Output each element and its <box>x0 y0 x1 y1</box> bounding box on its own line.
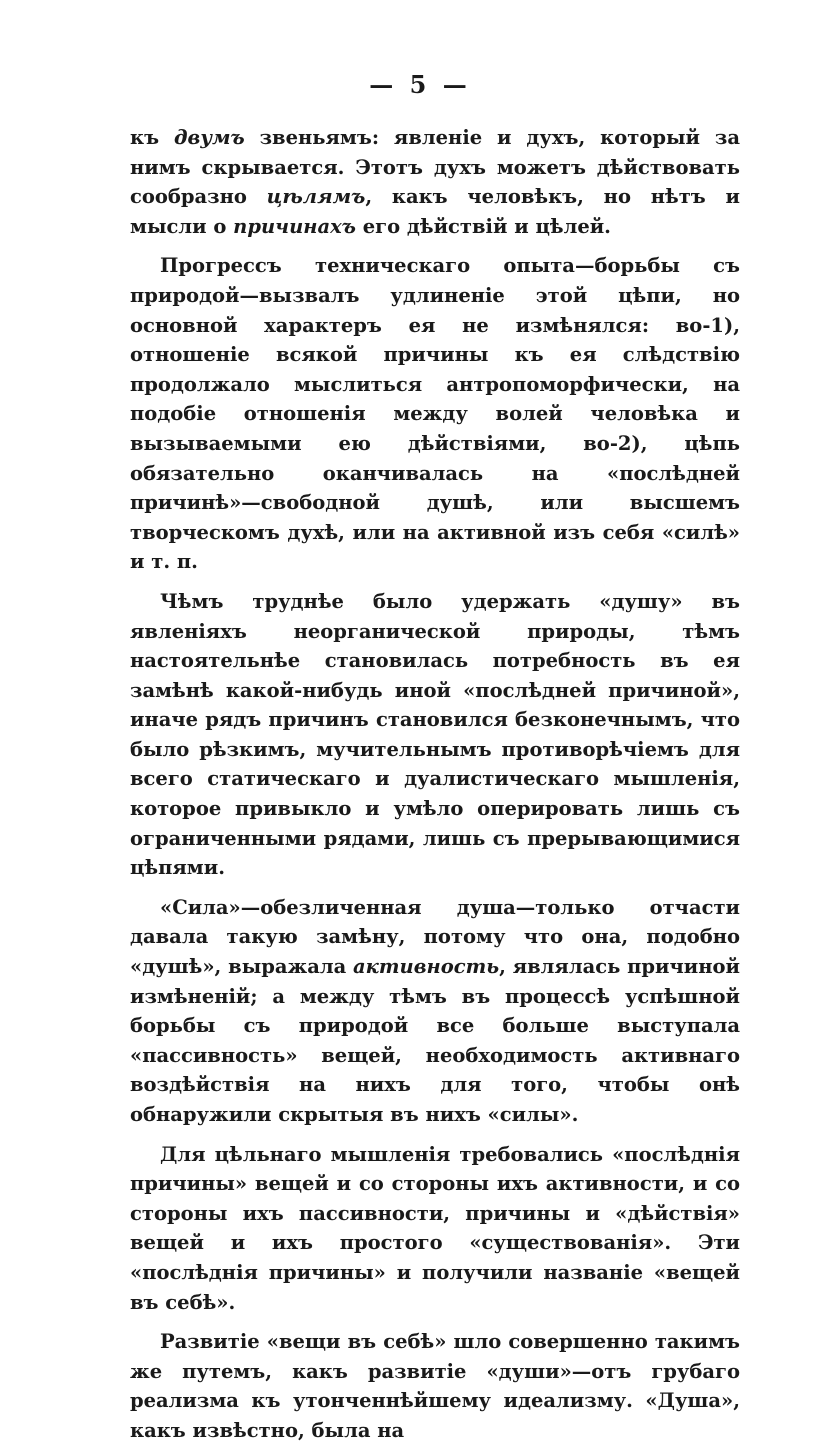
paragraph-1 <box>130 123 740 241</box>
text-run: къ <box>130 126 174 149</box>
text-run: «Сила»—обезличенная душа—только отчасти давала такую замѣну, потому что она, подобно «душѣ», выражала <box>130 895 740 979</box>
paragraph-5 <box>130 1140 740 1318</box>
italic-run: двумъ <box>173 126 245 149</box>
body-text <box>130 123 740 1456</box>
italic-run: причинахъ <box>233 214 356 238</box>
page-number: — 5 — <box>369 70 471 99</box>
text-run: Чѣмъ труднѣе было удержать «душу» въ явленіяхъ неорганической природы, тѣмъ настоятельнѣе становилась потребность въ ея замѣнѣ какой-нибудь иной «послѣдней причиной», иначе рядъ причинъ становился безконечнымъ, что было рѣзкимъ, мучительнымъ противорѣчіемъ для всего статическаго и дуалистическаго мышленія, которое привыкло и умѣло оперировать лишь съ ограниченными рядами, лишь съ прерывающимися цѣпями. <box>130 589 740 880</box>
text-run: Для цѣльнаго мышленія требовались «послѣднія причины» вещей и со стороны ихъ активности, и со стороны ихъ пассивности, причины и «дѣйствія» вещей и ихъ простого «существованія». Эти «послѣднія причины» и получили названіе «вещей въ себѣ». <box>130 1142 740 1314</box>
paragraph-6 <box>130 1327 740 1445</box>
text-run: , являлась причиной измѣненій; а между тѣмъ въ процессѣ успѣшной борьбы съ природой все больше выступала «пассивность» вещей, необходимость активнаго воздѣйствія на нихъ для того, чтобы онѣ обнаружили скрытыя въ нихъ «силы». <box>130 955 740 1126</box>
paragraph-4 <box>130 893 740 1130</box>
text-run: Развитіе «вещи въ себѣ» шло совершенно такимъ же путемъ, какъ развитіе «души»—отъ грубаго реализма къ утонченнѣйшему идеализму. «Душа», какъ извѣстно, была на <box>130 1330 740 1442</box>
text-run: звеньямъ: явленіе и духъ, который за нимъ скрывается. Этотъ духъ можетъ дѣйствовать сообразно <box>130 126 740 209</box>
text-run: , какъ человѣкъ, но нѣтъ и мысли о <box>130 185 740 238</box>
paragraph-2 <box>130 251 740 577</box>
text-run: его дѣйствій и цѣлей. <box>355 214 611 238</box>
text-run: Прогрессъ техническаго опыта—борьбы съ природой—вызвалъ удлиненіе этой цѣпи, но основной характеръ ея не измѣнялся: во-1), отношеніе всякой причины къ ея слѣдствію продолжало мыслиться антропоморфически, на подобіе отношенія между волей человѣка и вызываемыми ею дѣйствіями, во-2), цѣпь обязательно оканчивалась на «послѣдней причинѣ»—свободной душѣ, или высшемъ творческомъ духѣ, или на активной изъ себя «силѣ» и т. п. <box>130 254 740 574</box>
italic-run: цѣлямъ <box>266 185 366 209</box>
italic-run: активность <box>353 955 500 979</box>
paragraph-3 <box>130 587 740 883</box>
